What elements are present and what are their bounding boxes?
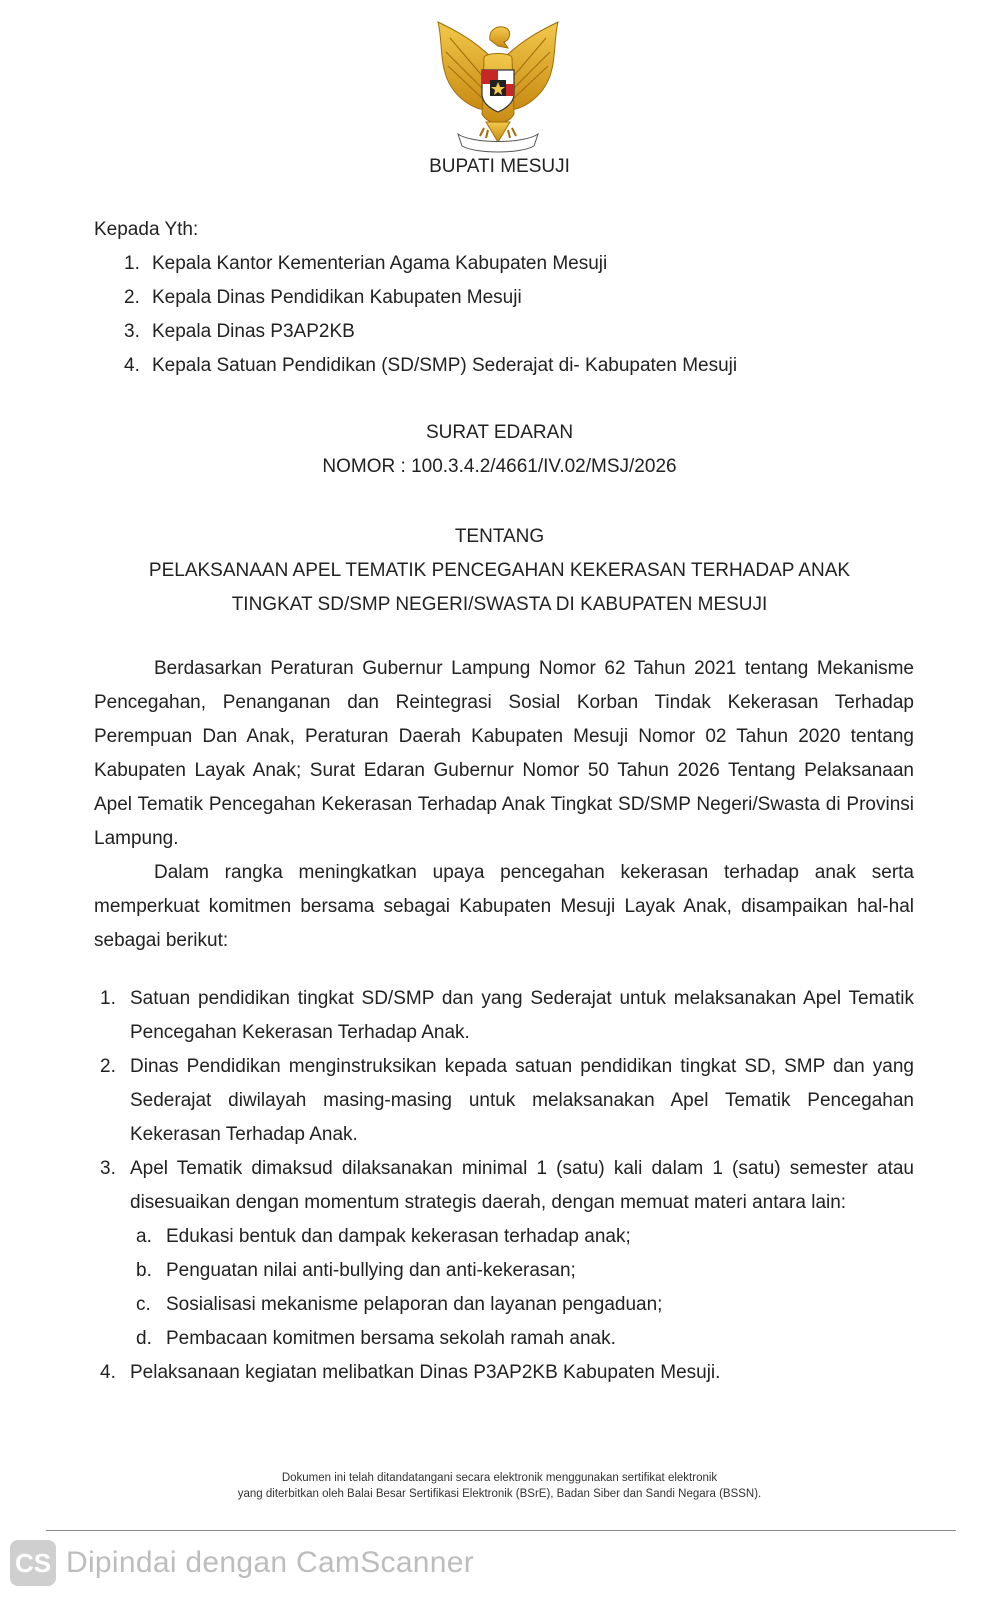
circular-title: SURAT EDARAN xyxy=(425,422,574,443)
list-item: 3. Apel Tematik dimaksud dilaksanakan minimal 1 (satu) kali dalam 1 (satu) semester atau disesuaikan dengan momentum strategis daerah, dengan memuat materi antara lain: xyxy=(100,1158,914,1213)
list-item: 3. Kepala Dinas P3AP2KB xyxy=(124,321,355,342)
circular-number: NOMOR : 100.3.4.2/4661/IV.02/MSJ/2026 xyxy=(322,456,677,477)
about-label: TENTANG xyxy=(454,526,545,547)
list-item: 1. Kepala Kantor Kementerian Agama Kabupaten Mesuji xyxy=(124,253,608,274)
list-item: 2. Kepala Dinas Pendidikan Kabupaten Mesuji xyxy=(124,287,522,308)
e-signature-note-line-1: Dokumen ini telah ditandatangani secara elektronik menggunakan sertifikat elektronik xyxy=(281,1472,718,1484)
camscanner-logo-icon: CS xyxy=(10,1540,56,1586)
list-item: 1. Satuan pendidikan tingkat SD/SMP dan yang Sederajat untuk melaksanakan Apel Tematik Pencegahan Kekerasan Terhadap Anak. xyxy=(100,988,914,1043)
list-item: 4. Pelaksanaan kegiatan melibatkan Dinas P3AP2KB Kabupaten Mesuji. xyxy=(100,1362,721,1383)
list-item: d. Pembacaan komitmen bersama sekolah ramah anak. xyxy=(136,1328,616,1349)
sub-points-list xyxy=(94,1220,914,1356)
list-item: 4. Kepala Satuan Pendidikan (SD/SMP) Sederajat di- Kabupaten Mesuji xyxy=(124,355,738,376)
list-item: c. Sosialisasi mekanisme pelaporan dan layanan pengaduan; xyxy=(136,1294,663,1315)
points-list xyxy=(94,982,914,1390)
recipients-block xyxy=(94,218,914,388)
subject-line-1: PELAKSANAAN APEL TEMATIK PENCEGAHAN KEKERASAN TERHADAP ANAK xyxy=(148,560,851,581)
recipients-label: Kepada Yth: xyxy=(94,219,199,240)
divider xyxy=(46,1530,956,1531)
list-item: b. Penguatan nilai anti-bullying dan anti-kekerasan; xyxy=(136,1260,576,1281)
paragraph-purpose: Dalam rangka meningkatkan upaya pencegahan kekerasan terhadap anak serta memperkuat komitmen bersama sebagai Kabupaten Mesuji Layak Anak, disampaikan hal-hal sebagai berikut: xyxy=(94,862,914,951)
list-item: 2. Dinas Pendidikan menginstruksikan kepada satuan pendidikan tingkat SD, SMP dan yang Sederajat diwilayah masing-masing untuk melaksanakan Apel Tematik Pencegahan Kekerasan Terhadap Anak. xyxy=(100,1056,914,1145)
letterhead-title: BUPATI MESUJI xyxy=(429,156,570,177)
scanner-watermark: Dipindai dengan CamScanner xyxy=(66,1546,475,1579)
e-signature-note-line-2: yang diterbitkan oleh Balai Besar Sertifikasi Elektronik (BSrE), Badan Siber dan Sandi Negara (BSSN). xyxy=(237,1488,762,1500)
body-text xyxy=(94,652,914,958)
garuda-emblem-icon xyxy=(432,18,564,158)
subject-line-2: TINGKAT SD/SMP NEGERI/SWASTA DI KABUPATEN MESUJI xyxy=(231,594,768,615)
paragraph-basis: Berdasarkan Peraturan Gubernur Lampung Nomor 62 Tahun 2021 tentang Mekanisme Pencegahan, Penanganan dan Reintegrasi Sosial Korban Tindak Kekerasan Terhadap Perempuan Dan Anak, Peraturan Daerah Kabupaten Mesuji Nomor 02 Tahun 2020 tentang Kabupaten Layak Anak; Surat Edaran Gubernur Nomor 50 Tahun 2026 Tentang Pelaksanaan Apel Tematik Pencegahan Kekerasan Terhadap Anak Tingkat SD/SMP Negeri/Swasta di Provinsi Lampung. xyxy=(94,658,914,849)
recipients-list xyxy=(94,252,914,388)
list-item: a. Edukasi bentuk dan dampak kekerasan terhadap anak; xyxy=(136,1226,631,1247)
